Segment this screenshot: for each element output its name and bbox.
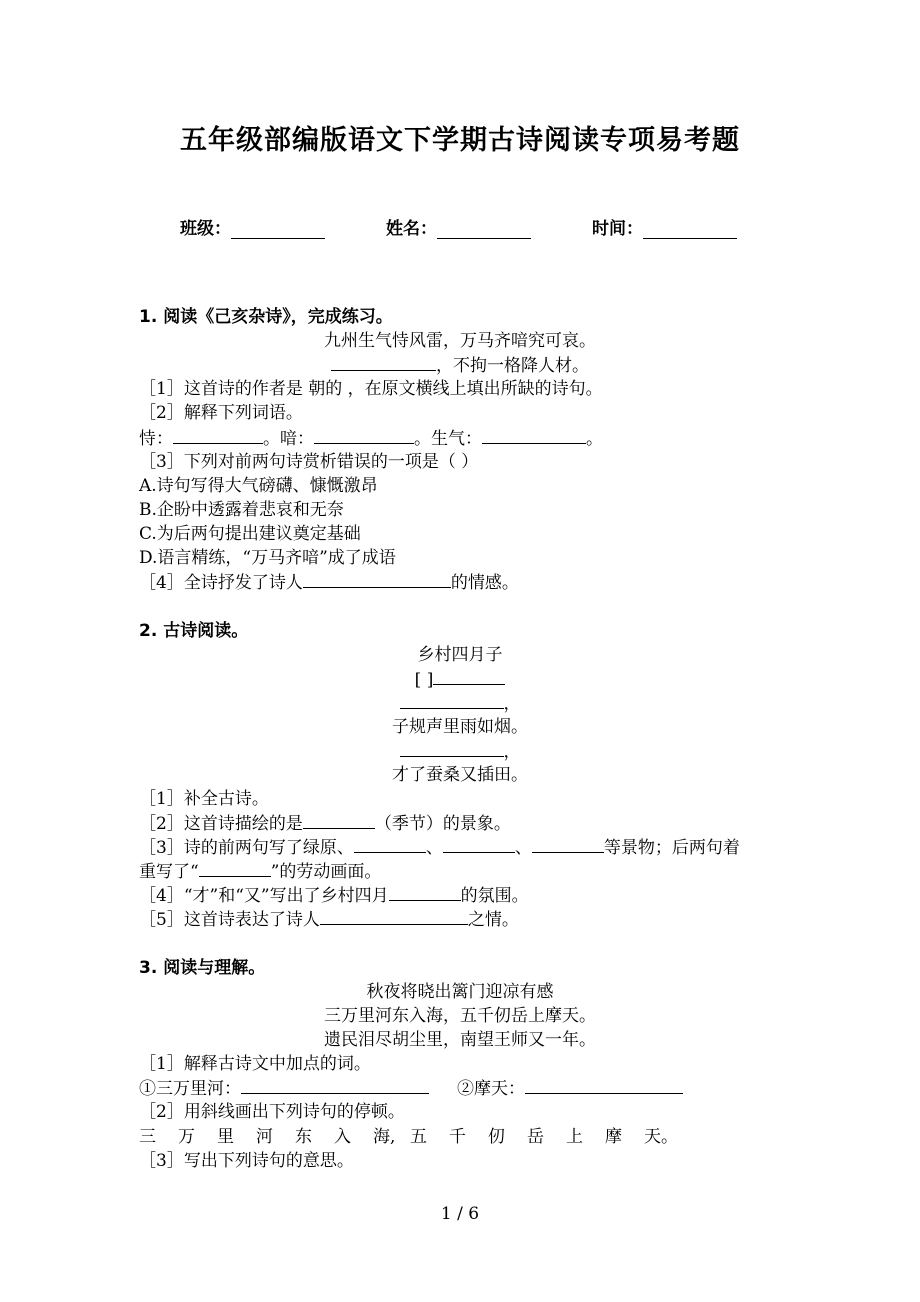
q2-author-line xyxy=(0,667,920,692)
q1-heading: 1. 阅读《己亥杂诗》，完成练习。 xyxy=(139,307,393,327)
name-field xyxy=(386,214,531,239)
word-label-4: 。 xyxy=(586,429,603,449)
q2-sub3-line2-pre: 重写了“ xyxy=(139,862,199,882)
spaced-char: 上 xyxy=(566,1127,583,1147)
name-blank[interactable] xyxy=(437,220,531,239)
class-blank[interactable] xyxy=(231,220,325,239)
class-label: 班级： xyxy=(180,219,231,239)
q2-sub2-post: （季节）的景象。 xyxy=(374,814,511,834)
q2-sub2-blank[interactable] xyxy=(303,811,375,829)
spaced-char: 河 xyxy=(256,1127,273,1147)
q2-sub2 xyxy=(139,811,511,836)
q2-poem-line3 xyxy=(0,739,920,764)
q3-item2-blank[interactable] xyxy=(525,1076,683,1094)
q2-author-blank[interactable] xyxy=(433,667,505,685)
q2-poem-line1 xyxy=(0,691,920,716)
q1-poem-line2-suffix: ，不拘一格降人材。 xyxy=(436,356,589,376)
q1-sub1: ［1］这首诗的作者是 朝的 ，在原文横线上填出所缺的诗句。 xyxy=(139,379,603,399)
time-field xyxy=(592,214,737,239)
q3-poem-line2: 遗民泪尽胡尘里，南望王师又一年。 xyxy=(324,1030,596,1050)
q1-option-b[interactable]: B.企盼中透露着悲哀和无奈 xyxy=(139,500,344,520)
q2-sub3-blank-2[interactable] xyxy=(443,835,515,853)
q1-poem-line1: 九州生气恃风雷，万马齐喑究可哀。 xyxy=(324,331,596,351)
q3-item2-label: ②摩天： xyxy=(457,1079,525,1099)
spaced-char: 岳 xyxy=(527,1127,544,1147)
q1-sub4-blank[interactable] xyxy=(303,570,451,588)
word-blank-1[interactable] xyxy=(173,426,263,444)
q2-sub3-sep1: 、 xyxy=(425,838,443,858)
q1-sub2: ［2］解释下列词语。 xyxy=(139,403,303,423)
name-label: 姓名： xyxy=(386,219,437,239)
q2-author-bracket: [ ] xyxy=(414,670,434,690)
q3-item1-label: ①三万里河： xyxy=(139,1079,241,1099)
q1-poem-line2 xyxy=(0,353,920,378)
page-title: 五年级部编版语文下学期古诗阅读专项易考题 xyxy=(180,125,740,156)
q2-sub3-blank-1[interactable] xyxy=(354,835,426,853)
q1-sub3: ［3］下列对前两句诗赏析错误的一项是（ ） xyxy=(139,452,479,472)
spaced-char: 五 xyxy=(410,1127,427,1147)
q2-heading: 2. 古诗阅读。 xyxy=(139,621,249,641)
q1-sub4-post: 的情感。 xyxy=(450,573,519,593)
spaced-char: 东 xyxy=(295,1127,312,1147)
q2-sub2-pre: ［2］这首诗描绘的是 xyxy=(139,814,303,834)
q2-sub3 xyxy=(139,835,740,860)
q2-comma2: ， xyxy=(503,742,521,762)
q2-line3-blank[interactable] xyxy=(400,739,504,757)
q2-sub3-pre: ［3］诗的前两句写了绿原、 xyxy=(139,838,354,858)
q2-sub3-post: 等景物；后两句着 xyxy=(603,838,740,858)
word-label-1: 恃： xyxy=(139,429,173,449)
spaced-char: 里 xyxy=(217,1127,234,1147)
q2-poem-line2: 子规声里雨如烟。 xyxy=(392,717,528,737)
q1-words xyxy=(139,426,603,451)
class-field xyxy=(180,214,325,239)
spaced-char: 仞 xyxy=(488,1127,505,1147)
q3-poem-title: 秋夜将晓出篱门迎凉有感 xyxy=(366,982,554,1002)
time-blank[interactable] xyxy=(643,220,737,239)
q2-poem-title: 乡村四月子 xyxy=(417,645,503,665)
q3-spaced-line xyxy=(139,1125,684,1149)
q3-heading: 3. 阅读与理解。 xyxy=(139,958,266,978)
q2-sub5-pre: ［5］这首诗表达了诗人 xyxy=(139,910,320,930)
spaced-char: 海, xyxy=(373,1127,396,1147)
page-number: 1 / 6 xyxy=(440,1204,480,1224)
q2-sub3-blank-4[interactable] xyxy=(199,859,271,877)
word-blank-3[interactable] xyxy=(482,426,586,444)
q2-line1-blank[interactable] xyxy=(400,691,504,709)
spaced-char: 入 xyxy=(334,1127,351,1147)
q2-sub3-line2-post: ”的劳动画面。 xyxy=(270,862,382,882)
q1-poem-blank[interactable] xyxy=(331,353,436,371)
spaced-char: 万 xyxy=(178,1127,195,1147)
q3-sub3: ［3］写出下列诗句的意思。 xyxy=(139,1151,354,1171)
spaced-char: 三 xyxy=(139,1127,156,1147)
q1-sub4 xyxy=(139,570,519,595)
q3-sub1: ［1］解释古诗文中加点的词。 xyxy=(139,1054,371,1074)
q2-poem-line4: 才了蚕桑又插田。 xyxy=(392,765,528,785)
spaced-char: 天。 xyxy=(644,1127,678,1147)
q2-sub3-sep2: 、 xyxy=(514,838,532,858)
word-label-3: 。生气： xyxy=(414,429,482,449)
q2-sub4 xyxy=(139,883,529,908)
q2-sub4-post: 的氛围。 xyxy=(460,886,529,906)
word-label-2: 。喑： xyxy=(263,429,314,449)
q2-sub3-blank-3[interactable] xyxy=(532,835,604,853)
q2-sub3-line2 xyxy=(139,859,381,884)
q3-poem-line1: 三万里河东入海，五千仞岳上摩天。 xyxy=(324,1006,596,1026)
word-blank-2[interactable] xyxy=(314,426,414,444)
q2-sub5-blank[interactable] xyxy=(320,907,468,925)
q3-item1-blank[interactable] xyxy=(241,1076,429,1094)
q1-option-a[interactable]: A.诗句写得大气磅礴、慷慨激昂 xyxy=(139,476,378,496)
q1-sub4-pre: ［4］全诗抒发了诗人 xyxy=(139,573,303,593)
time-label: 时间： xyxy=(592,219,643,239)
q3-sub2: ［2］用斜线画出下列诗句的停顿。 xyxy=(139,1102,405,1122)
q2-sub5-post: 之情。 xyxy=(467,910,519,930)
q2-sub4-pre: ［4］“才”和“又”写出了乡村四月 xyxy=(139,886,389,906)
q1-option-d[interactable]: D.语言精练，“万马齐喑”成了成语 xyxy=(139,548,396,568)
spaced-char: 摩 xyxy=(605,1127,622,1147)
q2-sub5 xyxy=(139,907,519,932)
q2-comma1: ， xyxy=(503,694,521,714)
q2-sub1: ［1］补全古诗。 xyxy=(139,789,269,809)
spaced-char: 千 xyxy=(449,1127,466,1147)
q3-items xyxy=(139,1076,683,1101)
q2-sub4-blank[interactable] xyxy=(389,883,461,901)
q1-option-c[interactable]: C.为后两句提出建议奠定基础 xyxy=(139,524,361,544)
